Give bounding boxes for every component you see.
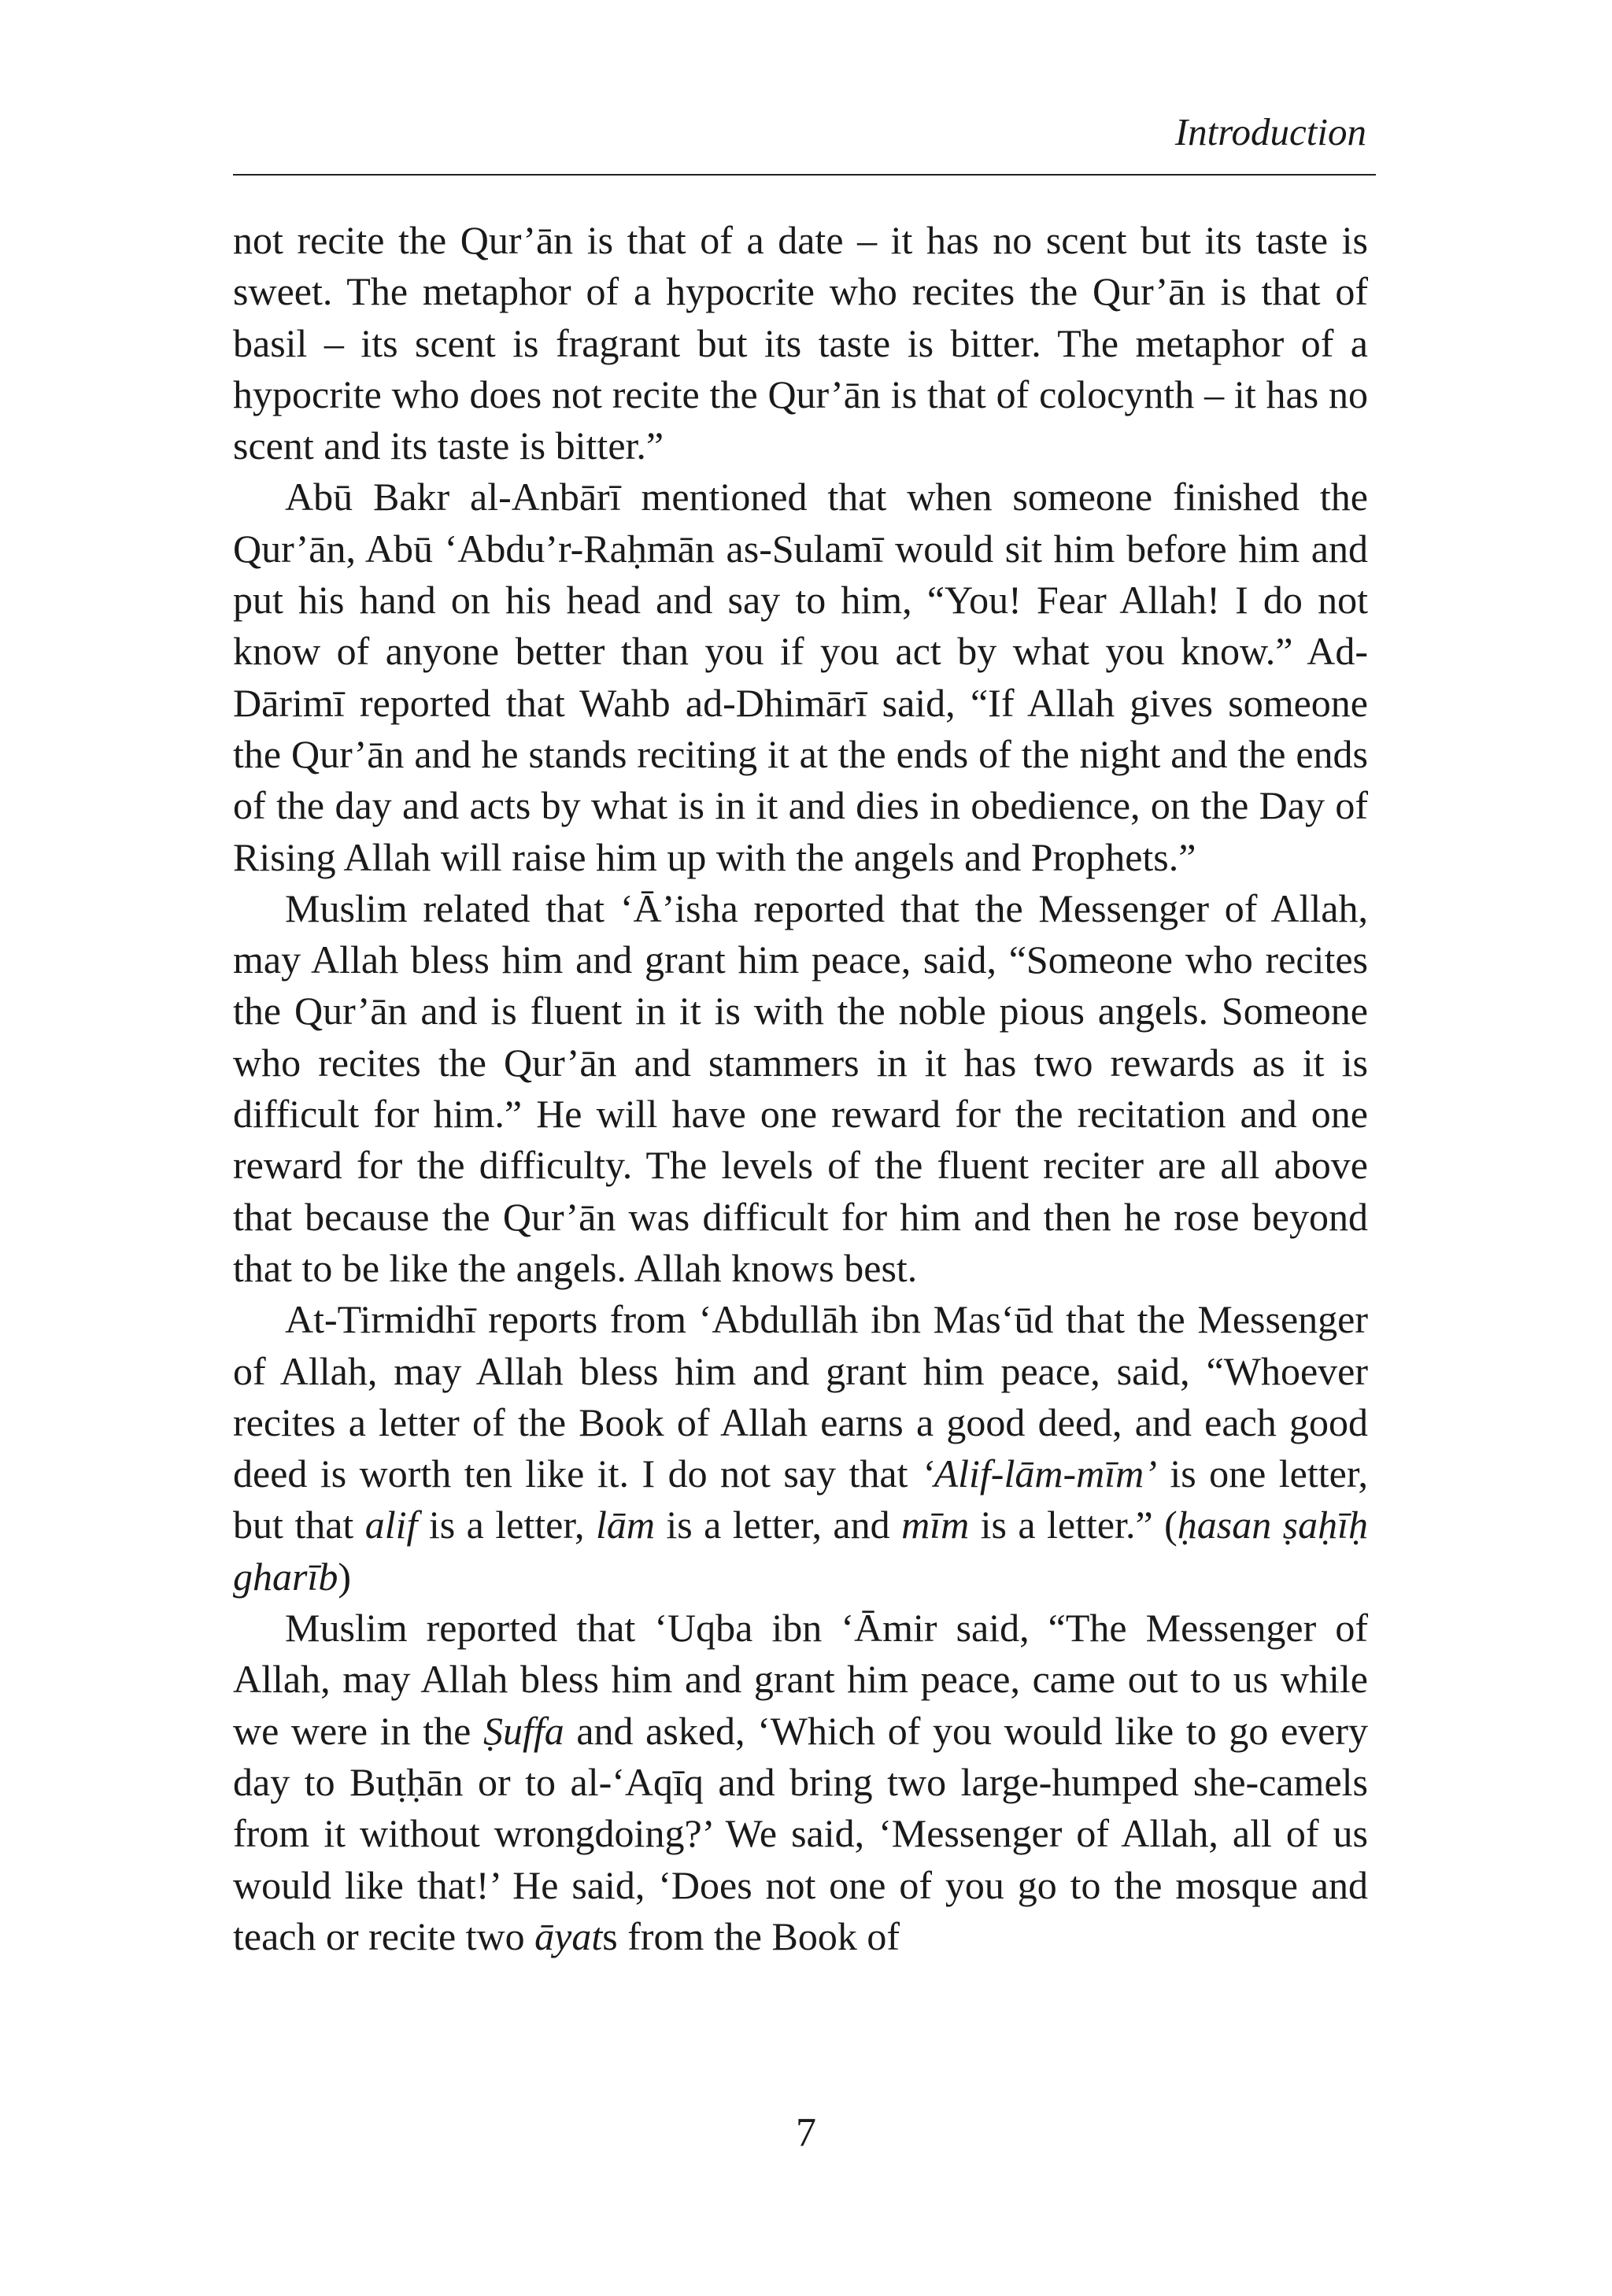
header-rule <box>233 174 1376 176</box>
italic-term: āyat <box>534 1913 603 1958</box>
paragraph-5 <box>233 1603 1368 1962</box>
italic-term: lām <box>595 1503 655 1547</box>
text-run: and asked, ‘Which of you would like to go every day to Buṭḥān or to al-‘Aqīq and bring two large-humped she-camels from it without wrongdoing?’ We said, ‘Messenger of Allah, all of us would like that!’ He said, ‘Does not one of you go to the mosque and teach or recite two <box>233 1708 1369 1958</box>
text-run: is a letter, and <box>654 1503 902 1547</box>
page-number: 7 <box>796 2110 816 2155</box>
text-run: ) <box>338 1554 352 1599</box>
text-run: not recite the Qur’ān is that of a date – it has no scent but its taste is sweet. The metaphor of a hypocrite who recites the Qur’ān is that of basil – its scent is fragrant but its taste is bitter. The metaphor of a hypocrite who does not recite the Qur’ān is that of colocynth – it has no scent and its taste is bitter.” <box>233 218 1368 468</box>
text-run: is one letter, but that <box>233 1451 1368 1547</box>
text-run: s from the Book of <box>602 1913 900 1958</box>
italic-term: ‘Alif-lām-mīm’ <box>920 1451 1157 1496</box>
paragraph-2 <box>233 471 1368 882</box>
italic-term: Ṣuffa <box>482 1708 564 1753</box>
paragraph-4 <box>233 1294 1368 1603</box>
text-run: is a letter.” ( <box>969 1503 1178 1547</box>
text-run: At-Tirmidhī reports from ‘Abdullāh ibn Mas‘ūd that the Messenger of Allah, may Allah bless him and grant him peace, said, “Whoever recites a letter of the Book of Allah earns a good deed, and each good deed is worth ten like it. I do not say that <box>233 1297 1368 1496</box>
text-run: Abū Bakr al-Anbārī mentioned that when someone finished the Qur’ān, Abū ‘Abdu’r-Raḥmān as-Sulamī would sit him before him and put his hand on his head and say to him, “You! Fear Allah! I do not know of anyone better than you if you act by what you know.” Ad-Dārimī reported that Wahb ad-Dhimārī said, “If Allah gives someone the Qur’ān and he stands reciting it at the ends of the night and the ends of the day and acts by what is in it and dies in obedience, on the Day of Rising Allah will raise him up with the angels and Prophets.” <box>233 475 1368 879</box>
italic-term: mīm <box>901 1503 970 1547</box>
text-run: Muslim related that ‘Ā’isha reported that the Messenger of Allah, may Allah bless him and grant him peace, said, “Someone who recites the Qur’ān and is fluent in it is with the noble pious angels. Someone who recites the Qur’ān and stammers in it has two rewards as it is difficult for him.” He will have one reward for the recitation and one reward for the difficulty. The levels of the fluent reciter are all above that because the Qur’ān was difficult for him and then he rose beyond that to be like the angels. Allah knows best. <box>233 885 1368 1290</box>
text-run: Muslim reported that ‘Uqba ibn ‘Āmir said, “The Messenger of Allah, may Allah bless him and grant him peace, came out to us while we were in the <box>233 1606 1368 1753</box>
running-head-title: Introduction <box>1174 110 1366 153</box>
body-text <box>233 215 1368 1962</box>
paragraph-1 <box>233 215 1368 471</box>
italic-term: alif <box>364 1503 418 1547</box>
text-run: is a letter, <box>417 1503 596 1547</box>
paragraph-3 <box>233 883 1368 1294</box>
italic-term: ḥasan ṣaḥīḥ gharīb <box>233 1503 1368 1599</box>
